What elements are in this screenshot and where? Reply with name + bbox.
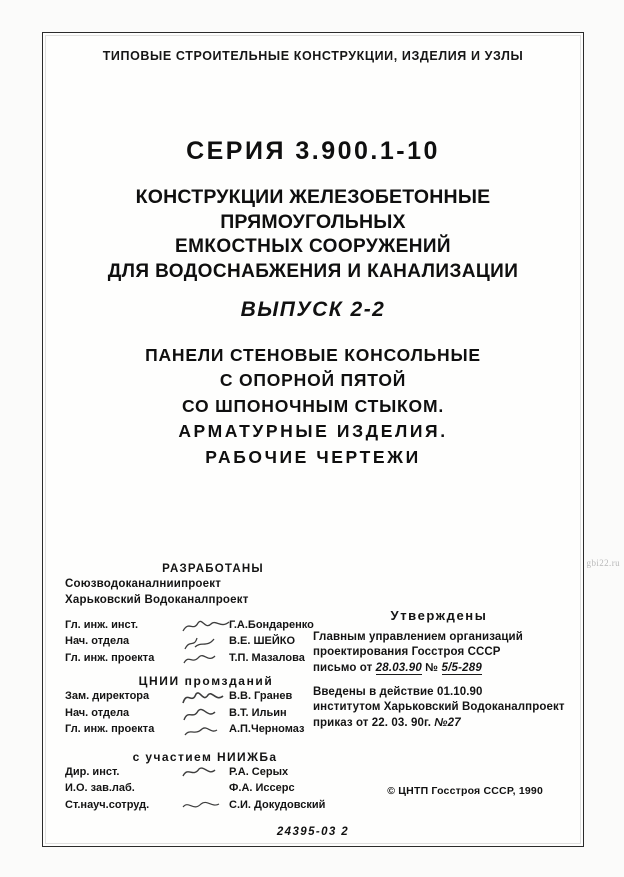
- credit-name: Ф.А. Иссерс: [229, 782, 295, 795]
- signature-mark: [183, 691, 229, 705]
- signature-mark: [183, 783, 229, 797]
- approved-heading: Утверждены: [390, 608, 488, 623]
- developed-org-line-2: Харьковский Водоканалпроект: [65, 594, 249, 607]
- title-line-2: ЕМКОСТНЫХ СООРУЖЕНИЙ: [175, 235, 451, 257]
- credit-name: А.П.Черномаз: [229, 723, 305, 736]
- approved-order-prefix: приказ от 22. 03. 90г.: [313, 716, 431, 729]
- credit-position: Гл. инж. инст.: [65, 618, 139, 631]
- credit-position: Дир. инст.: [65, 765, 120, 778]
- signature-icon: [181, 651, 231, 667]
- credit-row: [65, 705, 355, 722]
- approved-line-1: Главным управлением организаций: [313, 630, 523, 643]
- approved-block: [313, 607, 565, 731]
- approved-line-5: институтом Харьковский Водоканалпроект: [313, 701, 565, 714]
- page-content: [43, 33, 583, 846]
- developed-rows-group-1: [65, 617, 355, 667]
- signature-mark: [183, 707, 229, 721]
- developed-org-line-1: Союзводоканалниипроект: [65, 578, 222, 590]
- approved-letter-mid: №: [425, 661, 439, 674]
- signature-icon: [181, 798, 231, 814]
- signature-mark: [183, 652, 229, 666]
- credit-position: Нач. отдела: [65, 706, 130, 719]
- signature-mark: [183, 619, 229, 633]
- approved-letter-number: 5/5-289: [441, 661, 482, 674]
- credit-row: [65, 617, 355, 634]
- credit-name: Р.А. Серых: [229, 765, 289, 778]
- credit-row: [65, 688, 355, 705]
- approved-letter-line: [313, 661, 565, 677]
- header-line: ТИПОВЫЕ СТРОИТЕЛЬНЫЕ КОНСТРУКЦИИ, ИЗДЕЛИЯ И УЗЛЫ: [102, 49, 524, 63]
- signature-mark: [183, 799, 229, 813]
- signature-icon: [181, 618, 231, 634]
- credit-name: В.Е. ШЕЙКО: [229, 635, 296, 648]
- credit-position: Нач. отдела: [65, 635, 130, 648]
- developed-group-3-heading: с участием НИИЖБа: [132, 749, 278, 764]
- developed-by-block: [65, 563, 355, 813]
- signature-icon: [181, 765, 231, 781]
- issue-number: ВЫПУСК 2-2: [240, 298, 386, 321]
- subtitle-line-5: РАБОЧИЕ ЧЕРТЕЖИ: [205, 446, 421, 467]
- subtitle-line-2: С ОПОРНОЙ ПЯТОЙ: [219, 370, 407, 391]
- credit-name: В.В. Гранев: [229, 690, 293, 703]
- subtitle-line-1: ПАНЕЛИ СТЕНОВЫЕ КОНСОЛЬНЫЕ: [145, 345, 481, 365]
- credit-row: [65, 633, 355, 650]
- copyright-line: © ЦНТП Госстроя СССР, 1990: [387, 785, 543, 797]
- subtitle-line-4: АРМАТУРНЫЕ ИЗДЕЛИЯ.: [178, 421, 448, 442]
- approved-order-number: №27: [434, 716, 461, 729]
- approved-letter-prefix: письмо от: [313, 661, 373, 674]
- watermark-text: gbi22.ru: [586, 558, 620, 568]
- page-border-frame: [42, 32, 584, 847]
- signature-icon: [181, 706, 231, 722]
- signature-mark: [183, 766, 229, 780]
- signature-mark: [183, 636, 229, 650]
- credit-position: И.О. зав.лаб.: [65, 782, 135, 795]
- developed-heading: РАЗРАБОТАНЫ: [162, 563, 264, 575]
- approved-order-line: [313, 716, 565, 732]
- developed-rows-group-2: [65, 688, 355, 738]
- approved-letter-date: 28.03.90: [375, 661, 422, 674]
- signature-icon: [181, 723, 231, 739]
- developed-group-2-heading: ЦНИИ промзданий: [138, 674, 274, 689]
- title-line-1: КОНСТРУКЦИИ ЖЕЛЕЗОБЕТОННЫЕ ПРЯМОУГОЛЬНЫХ: [135, 186, 491, 233]
- approved-line-4: Введены в действие 01.10.90: [313, 685, 483, 698]
- credit-name: Г.А.Бондаренко: [229, 618, 314, 631]
- credit-name: Т.П. Мазалова: [229, 651, 305, 664]
- signature-icon: [181, 635, 231, 651]
- credit-position: Гл. инж. проекта: [65, 651, 155, 664]
- footer-code: 24395-03 2: [276, 826, 350, 838]
- credit-row: [65, 721, 355, 738]
- approved-line-2: проектирования Госстроя СССР: [313, 646, 501, 659]
- credit-name: С.И. Докудовский: [229, 798, 326, 811]
- credit-row: [65, 764, 355, 781]
- series-number: СЕРИЯ 3.900.1-10: [186, 137, 440, 165]
- credit-row: [65, 650, 355, 667]
- title-block: [43, 185, 583, 284]
- credit-name: В.Т. Ильин: [229, 706, 287, 719]
- credit-position: Ст.науч.сотруд.: [65, 798, 150, 811]
- subtitle-block: [43, 343, 583, 470]
- credit-position: Зам. директора: [65, 690, 150, 703]
- credit-row: [65, 797, 355, 814]
- title-line-3: ДЛЯ ВОДОСНАБЖЕНИЯ И КАНАЛИЗАЦИИ: [107, 260, 519, 282]
- signature-icon: [181, 690, 231, 706]
- credit-row: [65, 780, 355, 797]
- subtitle-line-3: СО ШПОНОЧНЫМ СТЫКОМ.: [182, 395, 444, 416]
- credit-position: Гл. инж. проекта: [65, 723, 155, 736]
- developed-rows-group-3: [65, 764, 355, 814]
- signature-mark: [183, 724, 229, 738]
